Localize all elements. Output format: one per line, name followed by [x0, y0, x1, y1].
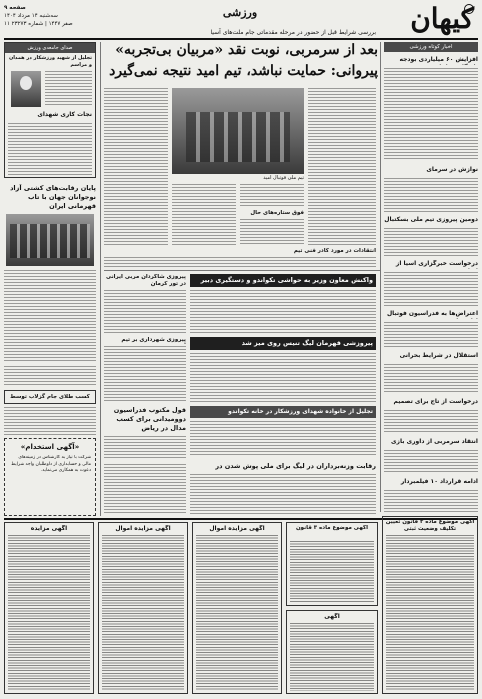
masthead-rule: [4, 38, 478, 40]
classified-ad-6-body: [386, 535, 474, 691]
left-story-2-headline: پایان رقابت‌های کشتی آزاد نوجوانان جهان با تاب قهرمانی ایران: [10, 184, 96, 210]
classified-ad-5-title: آگهی: [324, 613, 340, 620]
classified-ad-3-title: آگهی مزایده اموال: [209, 525, 265, 532]
mid-story-2-headline: پیروزی شاگردان مربی ایرانی در تور کرمان: [106, 274, 186, 287]
employment-ad-body: شرکت با نیاز به کارشناس در زمینه‌های مالی و حسابداری از داوطلبان واجد شرایط دعوت به همکاری می‌نماید.: [11, 455, 91, 473]
left-column-divider: [100, 42, 101, 516]
mid-story-6-headline: رقابت وزنه‌برداران در لیگ برای ملی پوش شدن در: [215, 462, 376, 470]
date-line-1: سه‌شنبه ۱۴ مرداد ۱۴۰۴: [4, 13, 58, 19]
classified-ad-1-title: آگهی مزایده: [30, 525, 68, 532]
lead-headline-2: پیروانی: حمایت نباشد، تیم امید نتیجه نمی‌گیرد: [109, 63, 378, 79]
page-label: صفحه ۹: [4, 5, 26, 11]
classified-ad-4-title: آگهی موضوع ماده ۳ قانون: [295, 525, 369, 531]
classified-ad-6-title: آگهی موضوع ماده ۳ قانون تعیین تکلیف وضعیت ثبتی: [385, 519, 475, 532]
brief-headline-6: استقلال در شرایط بحرانی: [399, 352, 478, 359]
mid-story-5-headline: تجلیل از خانواده شهدای ورزشکار در خانه تکواندو: [190, 406, 376, 418]
left-misc-body: [104, 464, 186, 514]
feature-box-text-top: [45, 71, 92, 107]
section-title: ورزشی: [222, 6, 258, 19]
mid-story-6-body: [190, 474, 376, 514]
lead-kicker: بررسی شرایط قبل از حضور در مرحله مقدماتی جام ملت‌های آسیا: [210, 29, 376, 36]
feature-box-headline: نجات کاری شهدای: [37, 111, 92, 118]
martyr-portrait: [11, 71, 41, 107]
mid-story-3-body: [190, 353, 376, 403]
lead-body-under-photo-2: [240, 184, 304, 208]
mid-story-4-body: [104, 346, 186, 403]
photo-caption: تیم ملی فوتبال امید: [263, 175, 304, 181]
portrait-head: [20, 76, 32, 90]
brief-body-5: [384, 322, 478, 348]
brief-body-1: [384, 68, 478, 160]
classified-ad-2-title: آگهی مزایده اموال: [115, 525, 171, 532]
mid-story-2-body: [104, 290, 186, 334]
mid-story-5-body: [190, 421, 376, 457]
classified-ad-2-body: [102, 535, 184, 691]
left-feature-box: [4, 42, 96, 178]
wrestlers-photo: [6, 214, 94, 266]
brief-headline-5: اعتراض‌ها به فدراسیون فوتبال: [386, 310, 478, 317]
employment-ad: [4, 438, 96, 516]
mid-story-3-headline: پیروزشی قهرمان لیگ تنیس روی میز شد: [190, 337, 376, 350]
brief-headline-2: نوازش در سرمای: [426, 166, 478, 173]
brief-headline-8: انتقاد سرمربی از داوری بازی: [391, 438, 478, 445]
lead-body-bottom: [104, 257, 376, 267]
left-story-3-body: [4, 366, 96, 386]
classified-ad-5-body: [290, 623, 374, 691]
brief-body-3: [384, 228, 478, 256]
brief-headline-9: ادامه قرارداد ۱۰ فیلمبردار: [400, 478, 478, 485]
lead-team-photo: [172, 88, 304, 174]
brief-body-6: [384, 364, 478, 394]
classified-ad-4-body: [290, 541, 374, 603]
left-story-4-body: [4, 407, 96, 435]
brief-headline-4: درخواست خبرگزاری آسیا از: [395, 260, 478, 267]
mid-story-4-headline: پیروزی شهرداری بر تیم: [121, 337, 186, 343]
mid-story-1-headline: واکنش معاون وزیر به حواشی تکواندو و دستگیری دبیر: [190, 274, 376, 287]
brief-body-9: [384, 490, 478, 512]
lead-body-under-photo-3: [240, 219, 304, 246]
left-story-3-body-2: [104, 436, 186, 460]
classified-ad-1-body: [8, 535, 90, 691]
brief-body-2: [384, 178, 478, 212]
brief-headline-7: درخواست از تاج برای تصمیم: [393, 398, 478, 405]
left-story-2-body: [4, 270, 96, 362]
feature-box-body: [8, 123, 92, 175]
lead-body-col-2: [308, 88, 376, 246]
lead-headline-1: بعد از سرمربی، نوبت نقد «مربیان بی‌تجربه»: [115, 42, 378, 58]
mid-rule-1: [104, 270, 380, 271]
right-column-divider: [380, 42, 381, 512]
classified-ad-6: [382, 516, 478, 694]
brief-headline-3: دومین پیروزی تیم ملی بسکتبال: [384, 216, 478, 223]
lead-subheadline-1: فوق ستاره‌های حال: [250, 210, 304, 216]
right-column-tag: اخبار کوتاه ورزشی: [384, 42, 478, 52]
classified-ad-2: [98, 522, 188, 694]
brief-body-8: [384, 450, 478, 474]
players-silhouette: [186, 112, 290, 162]
lead-subheadline-2: انتقادات در مورد کادر فنی تیم: [293, 248, 376, 254]
wrestlers-row: [10, 224, 90, 258]
lead-body-col-1: [104, 88, 168, 246]
date-line-2: ۱۱ صفر ۱۴۴۷ | شماره ۲۳۲۷۳: [4, 21, 73, 27]
classified-ad-3: [192, 522, 282, 694]
left-story-3-headline: قول مکتوب فدراسیون دوومیدانی برای کسب مدال در ریاض: [113, 406, 186, 432]
brief-headline-1: افزایش ۶۰ میلیاردی بودجه: [399, 56, 478, 63]
mid-story-1-body: [190, 290, 376, 334]
brief-body-7: [384, 410, 478, 434]
right-column: [384, 42, 478, 512]
classified-ad-4: [286, 522, 378, 606]
classified-ad-3-body: [196, 535, 278, 691]
lead-body-under-photo-1: [172, 184, 236, 246]
logo-emblem-icon: [464, 4, 474, 14]
employment-ad-title: «آگهی استخدام»: [20, 443, 80, 451]
left-story-4-headline: کسب طلای جام گزلاب توسط: [4, 390, 96, 404]
left-column-tag: صدای جامعه‌ی ورزش: [5, 43, 95, 53]
newspaper-logo: کیهان: [410, 2, 474, 35]
classified-ad-1: [4, 522, 94, 694]
brief-body-4: [384, 272, 478, 306]
classified-ad-5: [286, 610, 378, 694]
feature-box-title: تجلیل از شهید ورزشکار در همدان و مراسم: [8, 55, 92, 68]
